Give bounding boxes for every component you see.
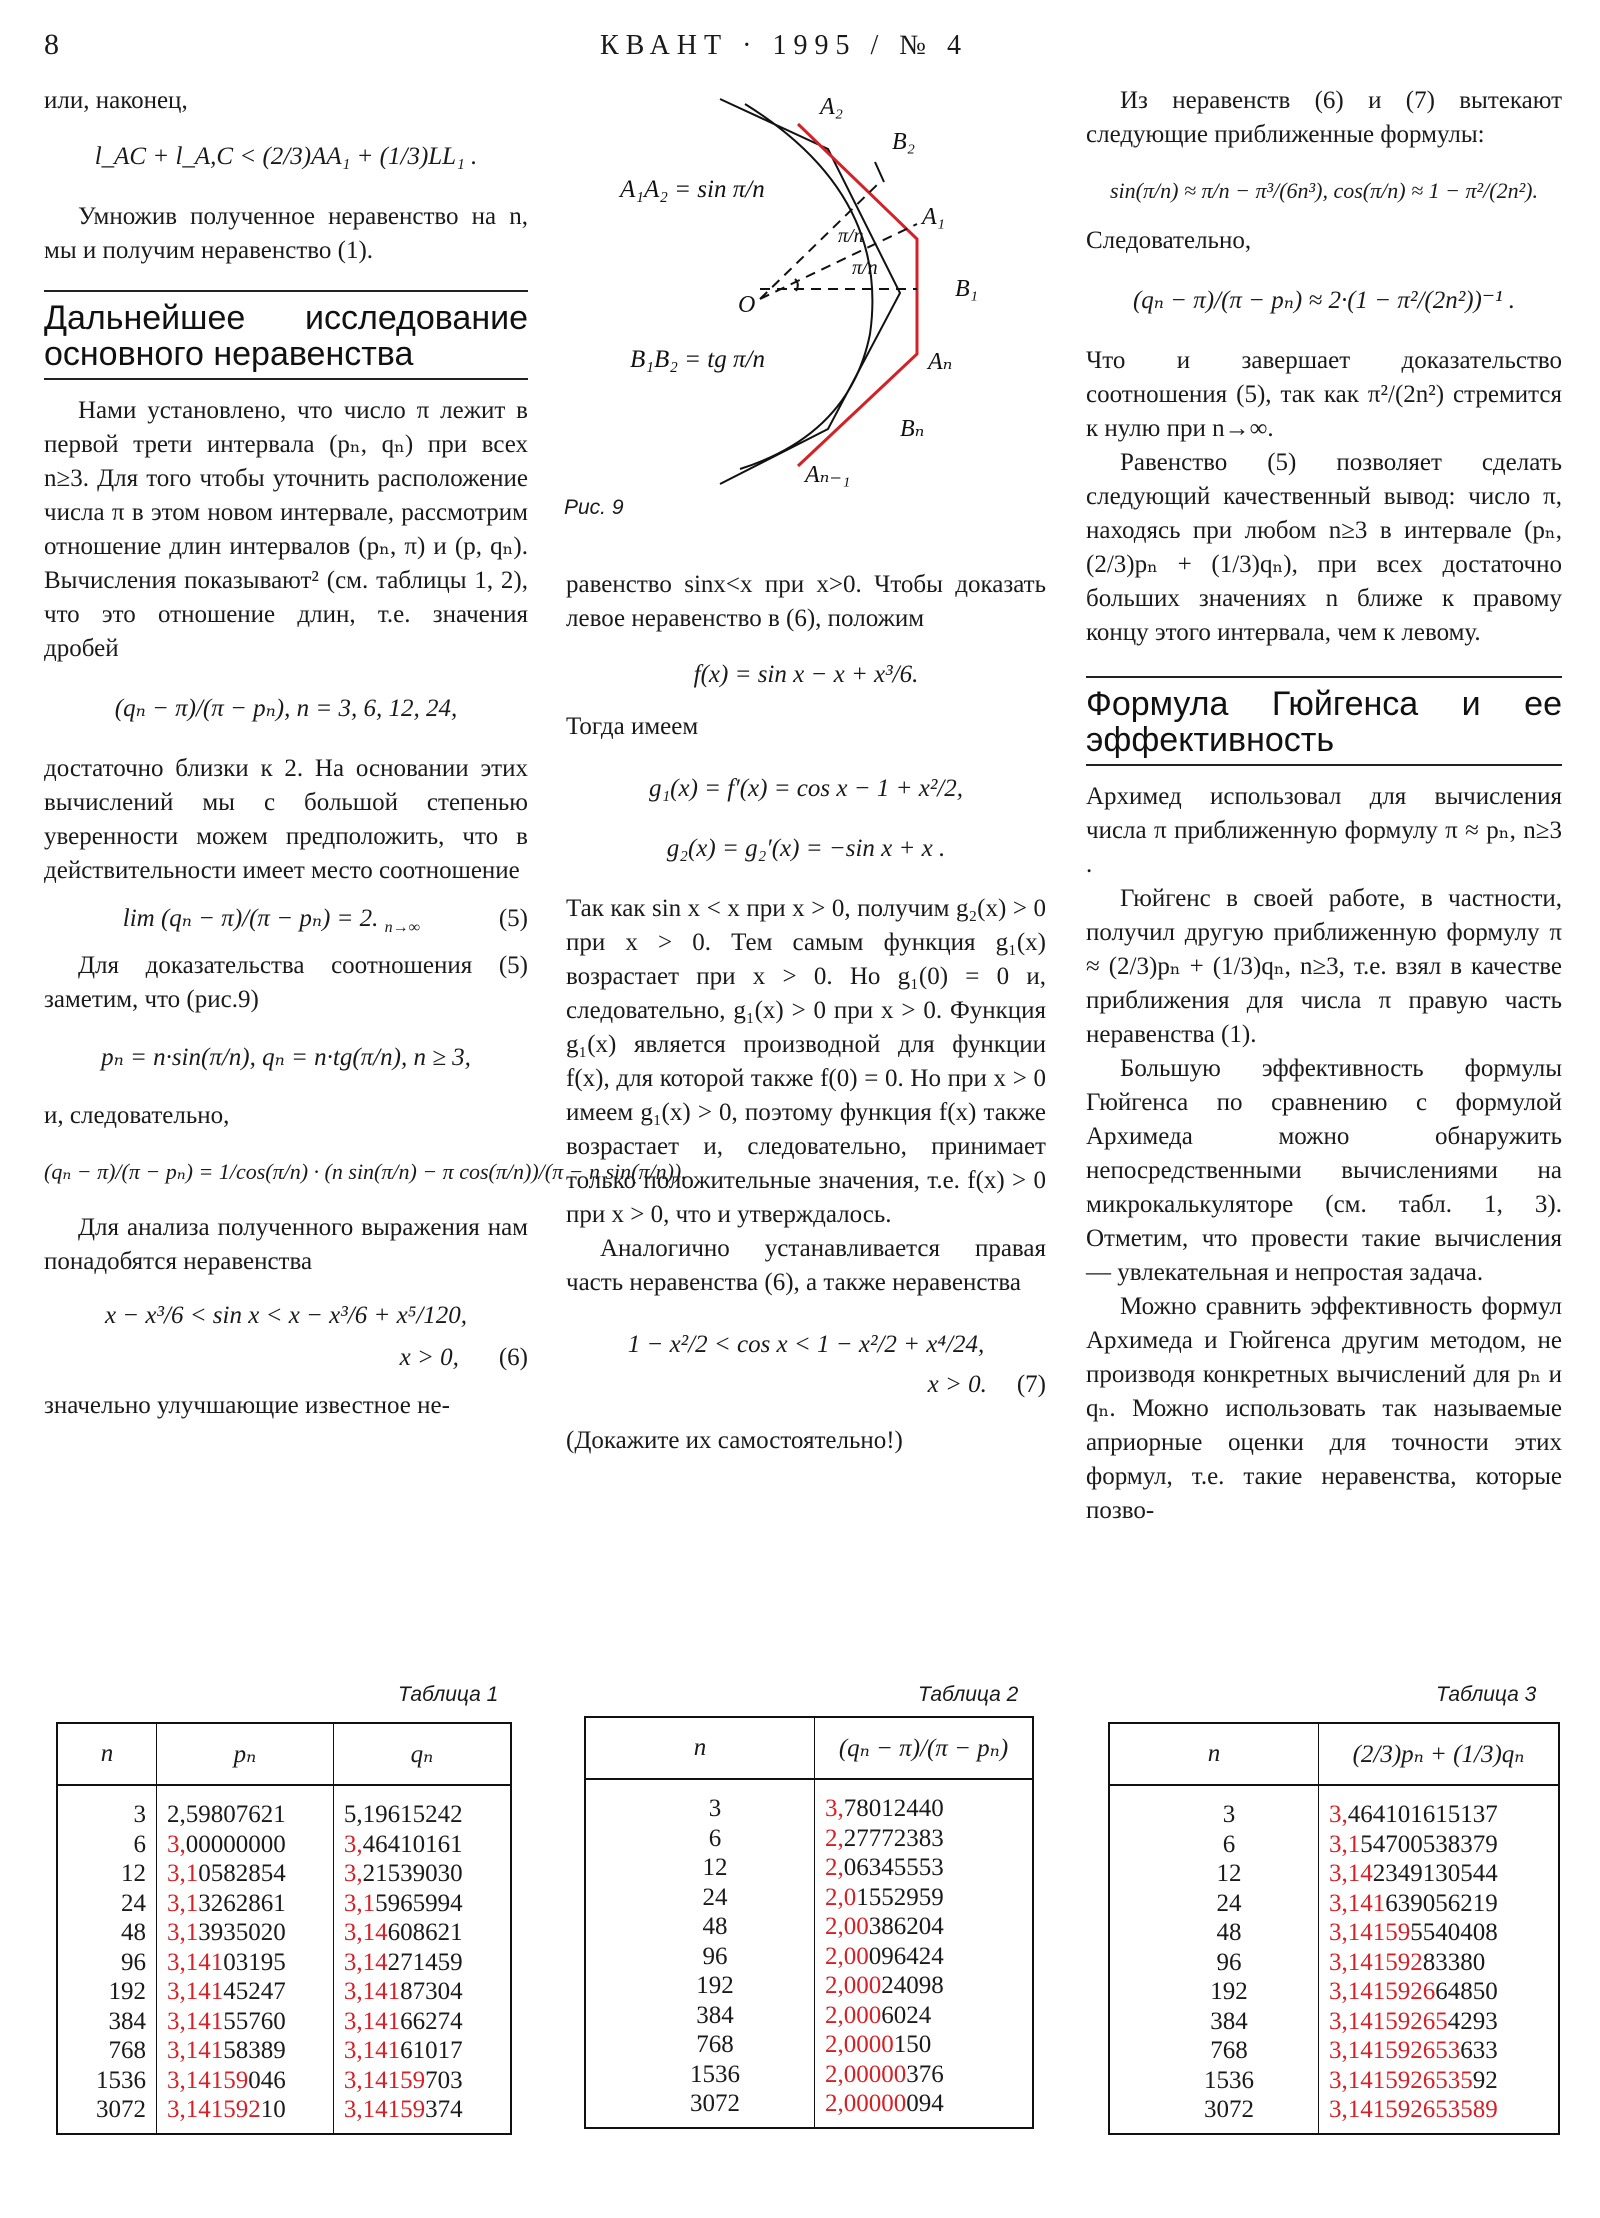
equation-number-5: (5)	[498, 905, 528, 932]
paragraph-archimedes: Архимед использовал для вычисления числа π приближенную формулу π ≈ pₙ, n≥3 .	[1086, 783, 1562, 878]
cell-v-matched-digits: 3,141592	[1329, 1948, 1423, 1976]
cell-v-matched-digits: 2,00	[825, 1913, 869, 1940]
column-2	[566, 568, 1046, 1458]
table-row	[585, 1971, 1033, 2001]
table-row	[585, 1942, 1033, 1972]
cell-q-rest-digits: 87304	[400, 1978, 463, 2005]
table-row	[1109, 2036, 1559, 2066]
cell-v-matched-digits: 2,0000	[825, 2031, 894, 2058]
cell-p-rest-digits: 0582854	[198, 1860, 286, 1887]
table-3	[1108, 1722, 1560, 2135]
table-row	[585, 1912, 1033, 1942]
cell-v-rest-digits: 094	[906, 2090, 944, 2117]
cell-n: 384	[108, 2007, 146, 2035]
equation-number-7: (7)	[1016, 1371, 1046, 1398]
cell-p-rest-digits: 10	[260, 2096, 286, 2123]
cell-v	[1319, 2095, 1560, 2134]
cell-n: 3072	[690, 2090, 740, 2117]
cell-n: 6	[1222, 1830, 1236, 1858]
table-row	[57, 2095, 511, 2134]
cell-v-matched-digits: 3,141592653589	[1329, 2096, 1498, 2123]
cell-q-rest-digits: 61017	[400, 2037, 463, 2064]
table-row	[57, 1918, 511, 1948]
cell-p-matched-digits: 3,141	[167, 1948, 224, 1976]
cell-v-matched-digits: 2,00000	[825, 2090, 907, 2117]
cell-n: 3	[708, 1795, 722, 1822]
cell-q	[333, 1889, 511, 1919]
cell-p-rest-digits: 2,59807621	[167, 1801, 286, 1828]
section-heading-1: Дальнейшее исследование основного неравенства	[44, 299, 528, 373]
cell-q-matched-digits: 3,14159	[343, 2096, 426, 2123]
cell-v-matched-digits: 3,1	[1329, 1830, 1361, 1858]
cell-v	[1319, 1948, 1560, 1978]
equation-g1: g₁(x) = f′(x) = cos x − 1 + x²/2,	[648, 775, 964, 802]
t2-header-ratio: (qₙ − π)/(π − pₙ)	[815, 1717, 1034, 1779]
cell-p	[157, 1977, 334, 2007]
cell-v	[815, 2030, 1034, 2060]
cell-q-rest-digits: 5,19615242	[343, 1801, 463, 1828]
cell-p-matched-digits: 3,1	[167, 1919, 199, 1946]
cell-p-rest-digits: 3262861	[198, 1889, 286, 1917]
paragraph-qualitative: Равенство (5) позволяет сделать следующий качественный вывод: число π, находясь при любом n≥3 в интервале (pₙ, (2/3)pₙ + (1/3)qₙ), при всех достаточно больших значениях n ближе к правому концу этого интервала, чем к левому.	[1086, 449, 1562, 646]
cell-n: 6	[708, 1824, 722, 1852]
cell-q-rest-digits: 46410161	[362, 1830, 463, 1858]
cell-q-matched-digits: 3,141	[343, 2037, 401, 2064]
point-bn: Bₙ	[900, 416, 925, 442]
cell-n: 768	[696, 2031, 734, 2058]
cell-n: 96	[121, 1948, 146, 1976]
table-row	[585, 1853, 1033, 1883]
t1-header-n: n	[57, 1723, 157, 1785]
cell-q-rest-digits: 608621	[387, 1919, 463, 1946]
cell-v-rest-digits: 83380	[1422, 1948, 1486, 1976]
cell-q-rest-digits: 66274	[400, 2007, 463, 2035]
cell-v-matched-digits: 2,	[825, 1824, 844, 1852]
figure-9	[560, 84, 1030, 524]
condition-x-positive-2: x > 0.	[927, 1371, 987, 1398]
cell-n: 384	[696, 2001, 734, 2029]
cell-v-matched-digits: 3,14159265	[1329, 2007, 1448, 2035]
condition-x-positive: x > 0,	[399, 1344, 459, 1371]
cell-v	[815, 1779, 1034, 1824]
table-row	[57, 2007, 511, 2037]
cell-v	[815, 1883, 1034, 1913]
cell-p	[157, 1830, 334, 1860]
cell-v-rest-digits: 150	[893, 2031, 932, 2058]
cell-n: 1536	[690, 2060, 740, 2088]
label-b1b2: B₁B₂ = tg π/n	[630, 346, 765, 373]
cell-v	[815, 1971, 1034, 2001]
equation-number-6: (6)	[498, 1344, 528, 1371]
paragraph-interval: Нами установлено, что число π лежит в первой трети интервала (pₙ, qₙ) при всех n≥3. Для того чтобы уточнить расположение числа π в этом новом интервале, рассмотрим отношение длин интервалов (pₙ, π) и (p, qₙ). Вычисления показывают² (см. таблицы 1, 2), что это отношение длин, т.е. значения дробей	[44, 397, 528, 662]
journal-header: КВАНТ · 1995 / № 4	[600, 30, 968, 61]
point-o: O	[738, 292, 756, 318]
table-row	[57, 2036, 511, 2066]
paragraph-improving: значельно улучшающие известное не-	[44, 1392, 450, 1419]
paragraph-proof: Для доказательства соотношения (5) заметим, что (рис.9)	[44, 952, 528, 1013]
cell-n: 12	[702, 1854, 728, 1881]
angle-label-1: π/n	[838, 225, 864, 247]
cell-n: 6	[133, 1830, 146, 1858]
cell-v	[1319, 1889, 1560, 1919]
cell-v	[815, 2060, 1034, 2090]
table-row	[57, 2066, 511, 2096]
cell-p-matched-digits: 3,14159	[167, 2066, 249, 2094]
paragraph-efficiency: Большую эффективность формулы Гюйгенса по сравнению с формулой Архимеда можно обнаружить непосредственными вычислениями на микрокалькуляторе (см. табл. 1, 3). Отметим, что провести такие вычисления — увлекательная и непростая задача.	[1086, 1055, 1562, 1286]
cell-q-rest-digits: 5965994	[375, 1889, 463, 1917]
column-3	[1086, 84, 1562, 1528]
cell-p-rest-digits: 55760	[223, 2007, 286, 2035]
paragraph-compare: Можно сравнить эффективность формул Архимеда и Гюйгенса другим методом, не производя конкретных вычислений для pₙ и qₙ. Можно использовать так называемые априорные оценки для точности этих формул, т.е. такие неравенства, которые позво-	[1086, 1293, 1562, 1524]
cell-p	[157, 2066, 334, 2096]
paragraph-analysis: Для анализа полученного выражения нам понадобятся неравенства	[44, 1214, 528, 1275]
cell-p-rest-digits: 58389	[223, 2037, 286, 2064]
page-number: 8	[44, 28, 59, 61]
equation-7-row	[566, 1368, 1046, 1402]
cell-n: 48	[1216, 1919, 1242, 1946]
cell-n: 96	[1216, 1948, 1242, 1976]
point-an: Aₙ	[928, 349, 953, 375]
equation-pn-qn: pₙ = n·sin(π/n), qₙ = n·tg(π/n), n ≥ 3,	[101, 1044, 471, 1071]
cell-q	[333, 1977, 511, 2007]
equation-g2: g₂(x) = g₂′(x) = −sin x + x .	[666, 835, 946, 862]
cell-v-matched-digits: 2,00	[825, 1942, 869, 1970]
cell-q-matched-digits: 3,	[343, 1860, 363, 1887]
cell-q-matched-digits: 3,141	[343, 1978, 401, 2005]
cell-v	[1319, 1859, 1560, 1889]
cell-p	[157, 1785, 334, 1830]
cell-v-rest-digits: 4293	[1447, 2007, 1498, 2035]
cell-q	[333, 2066, 511, 2096]
t3-header-huygens: (2/3)pₙ + (1/3)qₙ	[1319, 1723, 1560, 1785]
cell-q-rest-digits: 703	[425, 2066, 463, 2094]
table-row	[585, 2089, 1033, 2128]
cell-v-matched-digits: 2,000	[825, 2001, 882, 2029]
cell-v-matched-digits: 2,000	[825, 1972, 882, 1999]
cell-n: 24	[702, 1883, 728, 1911]
section-rule-bottom-2	[1086, 764, 1562, 766]
section-heading-2: Формула Гюйгенса и ее эффективность	[1086, 685, 1562, 759]
table-row	[1109, 1830, 1559, 1860]
cell-p-matched-digits: 3,141	[167, 1978, 224, 2005]
cell-p-matched-digits: 3,	[167, 1830, 186, 1858]
paragraph-multiply: Умножив полученное неравенство на n, мы и получим неравенство (1).	[44, 203, 528, 264]
table-row	[585, 2001, 1033, 2031]
cell-v-rest-digits: 633	[1460, 2037, 1498, 2064]
cell-p-matched-digits: 3,141	[167, 2037, 224, 2064]
label-a1a2: A₁A₂ = sin π/n	[620, 176, 765, 203]
cell-n: 12	[1216, 1860, 1242, 1887]
cell-q	[333, 2007, 511, 2037]
table-row	[57, 1977, 511, 2007]
cell-v-matched-digits: 3,14159	[1329, 1919, 1411, 1946]
table-2-caption: Таблица 2	[918, 1683, 1019, 1706]
cell-v-rest-digits: 386204	[868, 1913, 944, 1940]
paragraph-hence: Следовательно,	[1086, 227, 1252, 254]
cell-v-rest-digits: 06345553	[843, 1854, 944, 1881]
cell-p-matched-digits: 3,141	[167, 2007, 224, 2035]
table-row	[57, 1785, 511, 1830]
equation-6-row	[44, 1341, 528, 1375]
cell-v-matched-digits: 3,	[1329, 1801, 1348, 1828]
cell-v	[1319, 2066, 1560, 2096]
cell-v	[1319, 1977, 1560, 2007]
cell-q	[333, 1830, 511, 1860]
cell-v	[1319, 2007, 1560, 2037]
paragraph-huygens: Гюйгенс в своей работе, в частности, получил другую приближенную формулу π ≈ (2/3)pₙ + (1/3)qₙ, n≥3, т.е. взял в качестве приближения для числа π правую часть неравенства (1).	[1086, 885, 1562, 1048]
cell-p-rest-digits: 046	[248, 2066, 286, 2094]
cell-p-matched-digits: 3,141592	[167, 2096, 261, 2123]
table-row	[585, 1883, 1033, 1913]
cell-p-rest-digits: 45247	[223, 1978, 286, 2005]
equation-expansion: (qₙ − π)/(π − pₙ) = 1/cos(π/n) · (n sin(π/n) − π cos(π/n))/(π − n sin(π/n)).	[44, 1159, 687, 1184]
cell-p	[157, 1918, 334, 1948]
cell-v	[1319, 1830, 1560, 1860]
cell-v-matched-digits: 3,1415926535	[1329, 2066, 1473, 2094]
cell-n: 48	[702, 1913, 728, 1940]
table-row	[585, 1779, 1033, 1824]
point-b1: B₁	[955, 276, 979, 302]
table-row	[1109, 1948, 1559, 1978]
cell-p-matched-digits: 3,1	[167, 1889, 199, 1917]
cell-q-matched-digits: 3,141	[343, 2007, 401, 2035]
cell-p	[157, 1948, 334, 1978]
paragraph-sinx: равенство sinx<x при x>0. Чтобы доказать левое неравенство в (6), положим	[566, 571, 1046, 632]
paragraph-close-to-two: достаточно близки к 2. На основании этих вычислений мы с большой степенью уверенности можем предположить, что в действительности имеет место соотношение	[44, 755, 528, 884]
cell-q-rest-digits: 271459	[387, 1948, 463, 1976]
cell-v-rest-digits: 2349130544	[1372, 1860, 1498, 1887]
cell-q-matched-digits: 3,14159	[343, 2066, 426, 2094]
table-row	[57, 1830, 511, 1860]
cell-p-matched-digits: 3,1	[167, 1860, 199, 1887]
paragraph-prove-yourself: (Докажите их самостоятельно!)	[566, 1427, 903, 1454]
point-an-minus-1: Aₙ₋₁	[805, 462, 851, 488]
table-row	[1109, 1918, 1559, 1948]
cell-n: 12	[121, 1860, 146, 1887]
cell-v-rest-digits: 54700538379	[1360, 1830, 1498, 1858]
cell-p-rest-digits: 03195	[223, 1948, 286, 1976]
cell-p	[157, 1889, 334, 1919]
cell-p-rest-digits: 3935020	[198, 1919, 286, 1946]
cell-p	[157, 1859, 334, 1889]
cell-v-rest-digits: 24098	[881, 1972, 944, 1999]
table-row	[1109, 1785, 1559, 1830]
equation-ratio-approx: (qₙ − π)/(π − pₙ) ≈ 2·(1 − π²/(2n²))⁻¹ .	[1132, 287, 1516, 314]
cell-v-rest-digits: 5540408	[1410, 1919, 1498, 1946]
cell-v	[815, 2001, 1034, 2031]
table-3-caption: Таблица 3	[1436, 1683, 1537, 1706]
table-row	[1109, 1859, 1559, 1889]
equation-f: f(x) = sin x − x + x³/6.	[693, 661, 919, 688]
cell-p-rest-digits: 00000000	[185, 1830, 286, 1858]
segment-a1-a2-marker	[875, 162, 884, 182]
cell-v-rest-digits: 6024	[881, 2001, 932, 2029]
equation-limit: lim (qₙ − π)/(π − pₙ) = 2.	[122, 905, 379, 932]
cell-v-rest-digits: 27772383	[843, 1824, 944, 1852]
paragraph-then: Тогда имеем	[566, 713, 699, 740]
equation-sin-bounds: x − x³/6 < sin x < x − x³/6 + x⁵/120,	[104, 1302, 468, 1329]
equation-lac: l_AC + l_A,C < (2/3)AA₁ + (1/3)LL₁ .	[94, 143, 478, 170]
equation-ratio: (qₙ − π)/(π − pₙ), n = 3, 6, 12, 24,	[114, 695, 458, 722]
t1-header-p: pₙ	[157, 1723, 334, 1785]
cell-q	[333, 1859, 511, 1889]
cell-p	[157, 2095, 334, 2134]
cell-q	[333, 1948, 511, 1978]
cell-n: 96	[702, 1942, 728, 1970]
cell-n: 768	[1210, 2037, 1248, 2064]
cell-q	[333, 2095, 511, 2134]
cell-n: 384	[1210, 2007, 1248, 2035]
cell-q-matched-digits: 3,14	[343, 1919, 388, 1946]
cell-n: 1536	[1204, 2066, 1254, 2094]
point-b2: B₂	[892, 129, 916, 155]
cell-v-rest-digits: 376	[906, 2060, 944, 2088]
table-row	[57, 1889, 511, 1919]
table-2	[584, 1716, 1034, 2129]
table-row	[585, 2060, 1033, 2090]
paragraph-approx-formulas: Из неравенств (6) и (7) вытекают следующие приближенные формулы:	[1086, 87, 1562, 148]
cell-v-matched-digits: 2,	[825, 1854, 844, 1881]
cell-q-matched-digits: 3,14	[343, 1948, 388, 1976]
limit-subscript: n→∞	[384, 919, 421, 936]
cell-v	[1319, 1918, 1560, 1948]
cell-n: 768	[108, 2037, 146, 2064]
cell-v-rest-digits: 78012440	[843, 1795, 944, 1822]
cell-v-matched-digits: 2,0	[825, 1883, 857, 1911]
cell-n: 1536	[96, 2066, 146, 2094]
point-a2: A₂	[820, 94, 844, 120]
table-row	[1109, 2095, 1559, 2134]
table-row	[1109, 2066, 1559, 2096]
equation-sin-cos-approx: sin(π/n) ≈ π/n − π³/(6n³), cos(π/n) ≈ 1 − π²/(2n²).	[1109, 178, 1538, 203]
cell-v	[1319, 1785, 1560, 1830]
t2-header-n: n	[585, 1717, 815, 1779]
equation-limit-row	[44, 902, 528, 945]
paragraph-completes: Что и завершает доказательство соотношения (5), так как π²/(2n²) стремится к нулю при n→∞.	[1086, 347, 1562, 442]
t3-header-n: n	[1109, 1723, 1319, 1785]
figure-caption: Рис. 9	[564, 496, 624, 519]
cell-q-rest-digits: 374	[425, 2096, 463, 2123]
cell-q-rest-digits: 21539030	[362, 1860, 463, 1887]
cell-v-rest-digits: 639056219	[1385, 1889, 1498, 1917]
table-row	[57, 1859, 511, 1889]
cell-q-matched-digits: 3,	[343, 1830, 363, 1858]
cell-v	[815, 2089, 1034, 2128]
cell-n: 192	[1210, 1978, 1248, 2005]
cell-n: 48	[121, 1919, 146, 1946]
cell-n: 3	[133, 1801, 146, 1828]
cell-q	[333, 2036, 511, 2066]
t1-header-q: qₙ	[333, 1723, 511, 1785]
cell-v	[815, 1912, 1034, 1942]
table-row	[1109, 2007, 1559, 2037]
cell-v	[815, 1824, 1034, 1854]
point-a1: A₁	[922, 204, 946, 230]
section-rule-bottom	[44, 378, 528, 380]
section-rule-top-2	[1086, 676, 1562, 678]
cell-v-matched-digits: 3,141592653	[1329, 2037, 1461, 2064]
cell-n: 3	[1222, 1801, 1236, 1828]
cell-v	[815, 1942, 1034, 1972]
cell-v	[1319, 2036, 1560, 2066]
cell-n: 3072	[1204, 2096, 1254, 2123]
paragraph-consequently: и, следовательно,	[44, 1102, 230, 1129]
table-row	[585, 2030, 1033, 2060]
cell-v-matched-digits: 2,00000	[825, 2060, 907, 2088]
table-row	[57, 1948, 511, 1978]
intro-text: или, наконец,	[44, 87, 188, 114]
cell-v-matched-digits: 3,14	[1329, 1860, 1373, 1887]
cell-n: 24	[1216, 1889, 1242, 1917]
paragraph-since: Так как sin x < x при x > 0, получим g₂(x) > 0 при x > 0. Тем самым функция g₁(x) возрастает при x > 0. Но g₁(0) = 0 и, следовательно, g₁(x) > 0 при x > 0. Функция g₁(x) является производной для функции f(x), для которой также f(0) = 0. Но при x > 0 имеем g₁(x) > 0, поэтому функция f(x) также возрастает и, следовательно, принимает только положительные значения, т.е. f(x) > 0 при x > 0, что и утверждалось.	[566, 895, 1046, 1228]
cell-v-matched-digits: 3,141	[1329, 1889, 1386, 1917]
table-row	[1109, 1889, 1559, 1919]
cell-v	[815, 1853, 1034, 1883]
cell-v-matched-digits: 3,	[825, 1795, 844, 1822]
cell-q	[333, 1918, 511, 1948]
cell-q-matched-digits: 3,1	[343, 1889, 376, 1917]
cell-n: 192	[696, 1972, 734, 1999]
cell-v-rest-digits: 64850	[1435, 1978, 1498, 2005]
table-1-caption: Таблица 1	[398, 1683, 499, 1706]
cell-v-rest-digits: 92	[1472, 2066, 1498, 2094]
section-rule-top	[44, 290, 528, 292]
cell-p	[157, 2036, 334, 2066]
table-row	[1109, 1977, 1559, 2007]
cell-q	[333, 1785, 511, 1830]
equation-cos-bounds: 1 − x²/2 < cos x < 1 − x²/2 + x⁴/24,	[627, 1331, 985, 1358]
cell-n: 192	[108, 1978, 146, 2005]
cell-n: 24	[121, 1889, 146, 1917]
cell-n: 3072	[96, 2096, 146, 2123]
table-1	[56, 1722, 512, 2135]
table-row	[585, 1824, 1033, 1854]
cell-v-rest-digits: 1552959	[856, 1883, 944, 1911]
cell-v-rest-digits: 096424	[868, 1942, 944, 1970]
cell-v-rest-digits: 464101615137	[1347, 1801, 1498, 1828]
cell-p	[157, 2007, 334, 2037]
paragraph-similarly: Аналогично устанавливается правая часть неравенства (6), а также неравенства	[566, 1235, 1046, 1296]
cell-v-matched-digits: 3,1415926	[1329, 1978, 1436, 2005]
angle-label-2: π/n	[852, 257, 878, 279]
